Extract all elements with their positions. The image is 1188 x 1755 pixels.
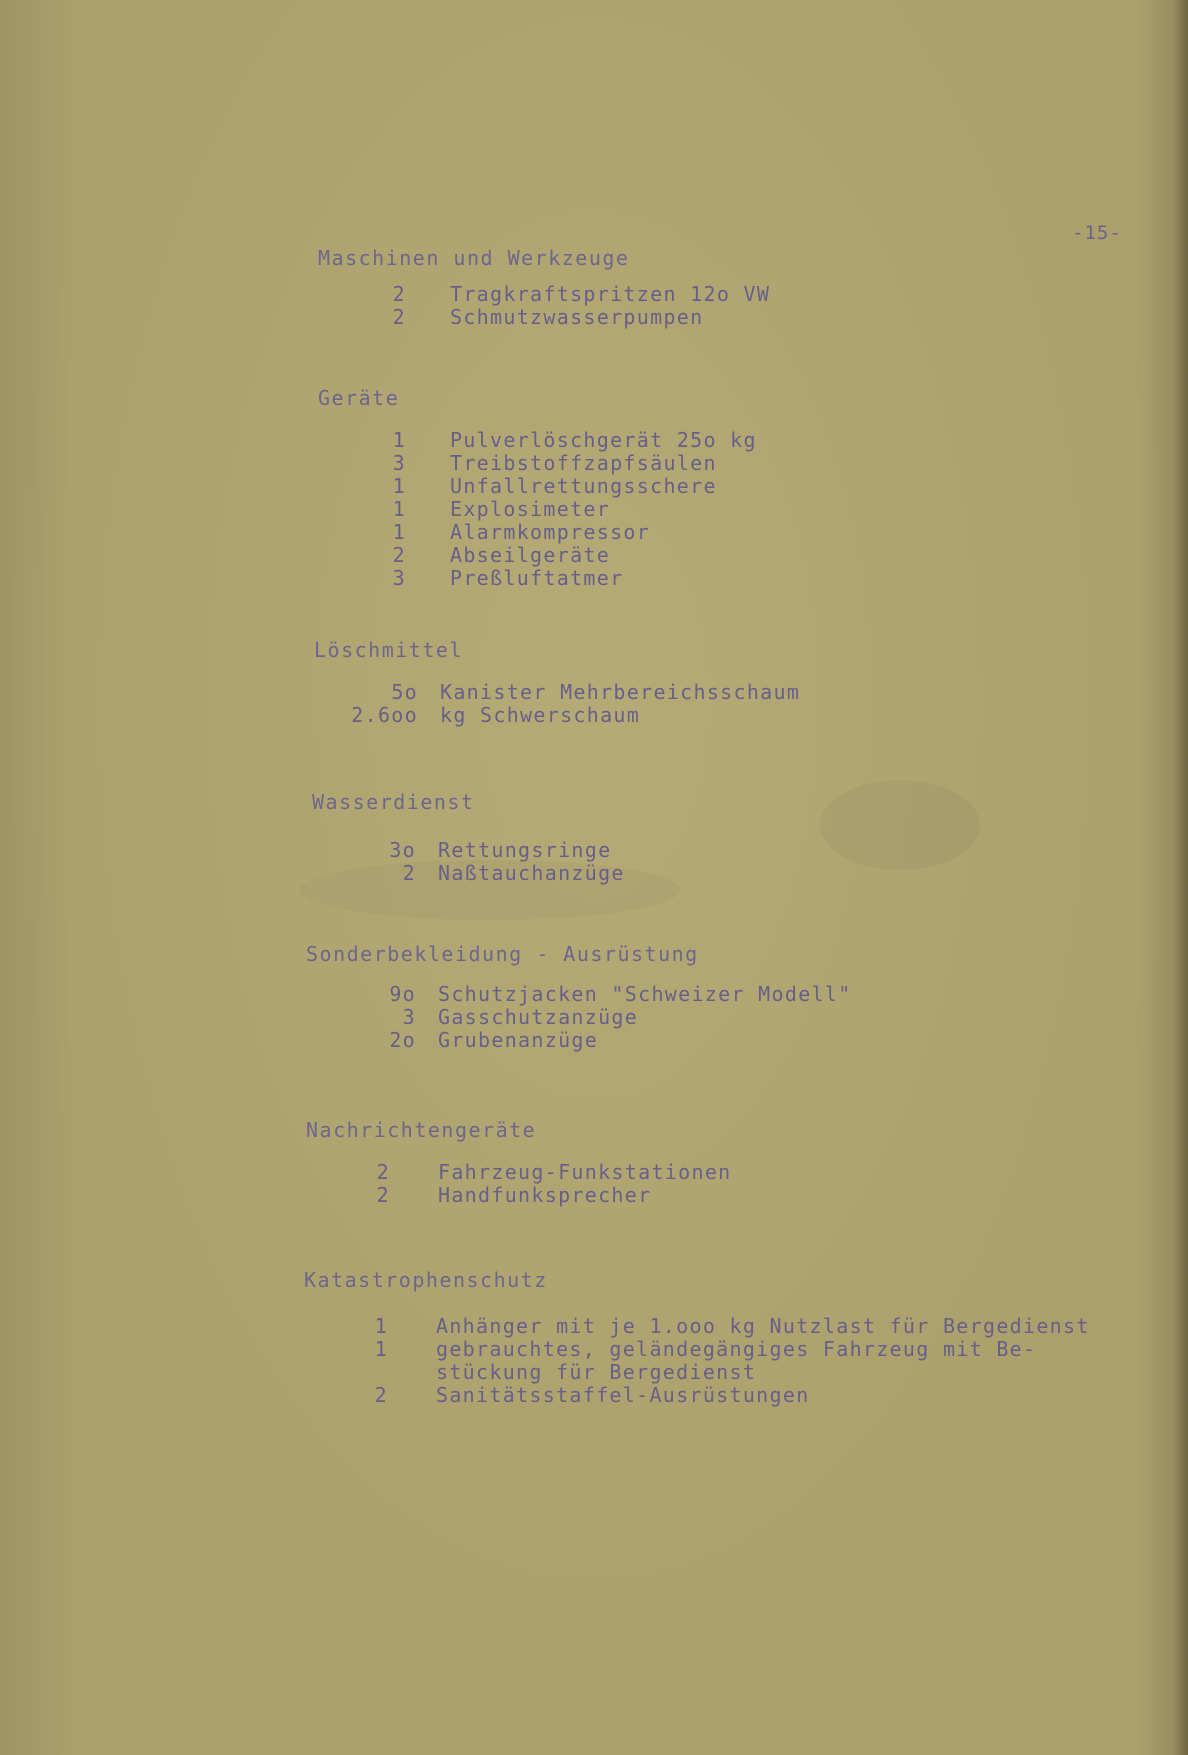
item-quantity: 2 bbox=[392, 543, 406, 567]
item-list bbox=[318, 282, 770, 328]
list-item bbox=[304, 1383, 1090, 1406]
section-heading: Wasserdienst bbox=[312, 790, 475, 814]
list-item bbox=[304, 1314, 1090, 1337]
list-item bbox=[318, 497, 757, 520]
list-item bbox=[318, 543, 757, 566]
item-description: Preßluftatmer bbox=[450, 566, 624, 590]
list-item bbox=[318, 282, 770, 305]
item-quantity: 5o bbox=[391, 680, 418, 704]
item-quantity: 1 bbox=[374, 1337, 388, 1361]
list-item bbox=[318, 451, 757, 474]
list-item bbox=[314, 680, 800, 703]
item-description: Abseilgeräte bbox=[450, 543, 611, 567]
section-maschinen bbox=[318, 244, 770, 328]
list-item bbox=[318, 520, 757, 543]
item-description: stückung für Bergedienst bbox=[436, 1360, 757, 1384]
item-list bbox=[306, 1160, 732, 1206]
item-quantity: 9o bbox=[389, 982, 416, 1006]
list-item-continuation bbox=[304, 1360, 1090, 1383]
item-quantity: 2.6oo bbox=[351, 703, 418, 727]
item-description: Schutzjacken "Schweizer Modell" bbox=[438, 982, 852, 1006]
item-list bbox=[318, 428, 757, 589]
item-quantity: 2 bbox=[402, 861, 416, 885]
item-quantity: 2o bbox=[389, 1028, 416, 1052]
section-wasserdienst bbox=[312, 788, 625, 884]
item-quantity: 3 bbox=[392, 566, 406, 590]
section-loeschmittel bbox=[314, 636, 800, 726]
list-item bbox=[306, 1028, 852, 1051]
list-item bbox=[318, 474, 757, 497]
list-item bbox=[314, 703, 800, 726]
item-description: Pulverlöschgerät 25o kg bbox=[450, 428, 757, 452]
item-quantity: 3 bbox=[402, 1005, 416, 1029]
section-heading: Maschinen und Werkzeuge bbox=[318, 246, 630, 270]
item-quantity: 3 bbox=[392, 451, 406, 475]
item-quantity: 2 bbox=[376, 1183, 390, 1207]
item-description: Tragkraftspritzen 12o VW bbox=[450, 282, 771, 306]
item-description: Anhänger mit je 1.ooo kg Nutzlast für Bergedienst bbox=[436, 1314, 1090, 1338]
item-description: Sanitätsstaffel-Ausrüstungen bbox=[436, 1383, 810, 1407]
list-item bbox=[306, 1183, 732, 1206]
item-quantity: 1 bbox=[392, 474, 406, 498]
item-quantity: 1 bbox=[392, 520, 406, 544]
item-description: Unfallrettungsschere bbox=[450, 474, 717, 498]
item-list bbox=[312, 838, 625, 884]
section-nachrichtengeraete bbox=[306, 1116, 732, 1206]
list-item bbox=[312, 861, 625, 884]
item-description: Kanister Mehrbereichsschaum bbox=[440, 680, 801, 704]
item-quantity: 3o bbox=[389, 838, 416, 862]
item-quantity: 2 bbox=[374, 1383, 388, 1407]
item-description: Naßtauchanzüge bbox=[438, 861, 625, 885]
item-description: Alarmkompressor bbox=[450, 520, 651, 544]
section-heading: Löschmittel bbox=[314, 638, 463, 662]
item-list bbox=[304, 1314, 1090, 1406]
item-description: gebrauchtes, geländegängiges Fahrzeug mit Be- bbox=[436, 1337, 1037, 1361]
list-item bbox=[318, 428, 757, 451]
list-item bbox=[312, 838, 625, 861]
item-description: Explosimeter bbox=[450, 497, 611, 521]
item-quantity: 2 bbox=[392, 305, 406, 329]
item-description: kg Schwerschaum bbox=[440, 703, 641, 727]
item-list bbox=[314, 680, 800, 726]
item-quantity: 1 bbox=[374, 1314, 388, 1338]
list-item bbox=[306, 982, 852, 1005]
section-heading: Geräte bbox=[318, 386, 400, 410]
item-quantity: 2 bbox=[392, 282, 406, 306]
section-heading: Sonderbekleidung - Ausrüstung bbox=[306, 942, 699, 966]
section-heading: Katastrophenschutz bbox=[304, 1268, 548, 1292]
section-sonderbekleidung bbox=[306, 940, 852, 1051]
item-description: Grubenanzüge bbox=[438, 1028, 599, 1052]
list-item bbox=[318, 305, 770, 328]
page-number: -15- bbox=[1072, 222, 1122, 244]
section-geraete bbox=[318, 384, 757, 589]
item-description: Schmutzwasserpumpen bbox=[450, 305, 704, 329]
list-item bbox=[318, 566, 757, 589]
item-quantity: 2 bbox=[376, 1160, 390, 1184]
section-katastrophenschutz bbox=[304, 1266, 1090, 1406]
list-item bbox=[304, 1337, 1090, 1360]
item-description: Fahrzeug-Funkstationen bbox=[438, 1160, 732, 1184]
item-description: Gasschutzanzüge bbox=[438, 1005, 639, 1029]
list-item bbox=[306, 1160, 732, 1183]
item-quantity: 1 bbox=[392, 428, 406, 452]
item-description: Handfunksprecher bbox=[438, 1183, 652, 1207]
section-heading: Nachrichtengeräte bbox=[306, 1118, 537, 1142]
item-list bbox=[306, 982, 852, 1051]
item-description: Treibstoffzapfsäulen bbox=[450, 451, 717, 475]
item-quantity: 1 bbox=[392, 497, 406, 521]
list-item bbox=[306, 1005, 852, 1028]
item-description: Rettungsringe bbox=[438, 838, 612, 862]
